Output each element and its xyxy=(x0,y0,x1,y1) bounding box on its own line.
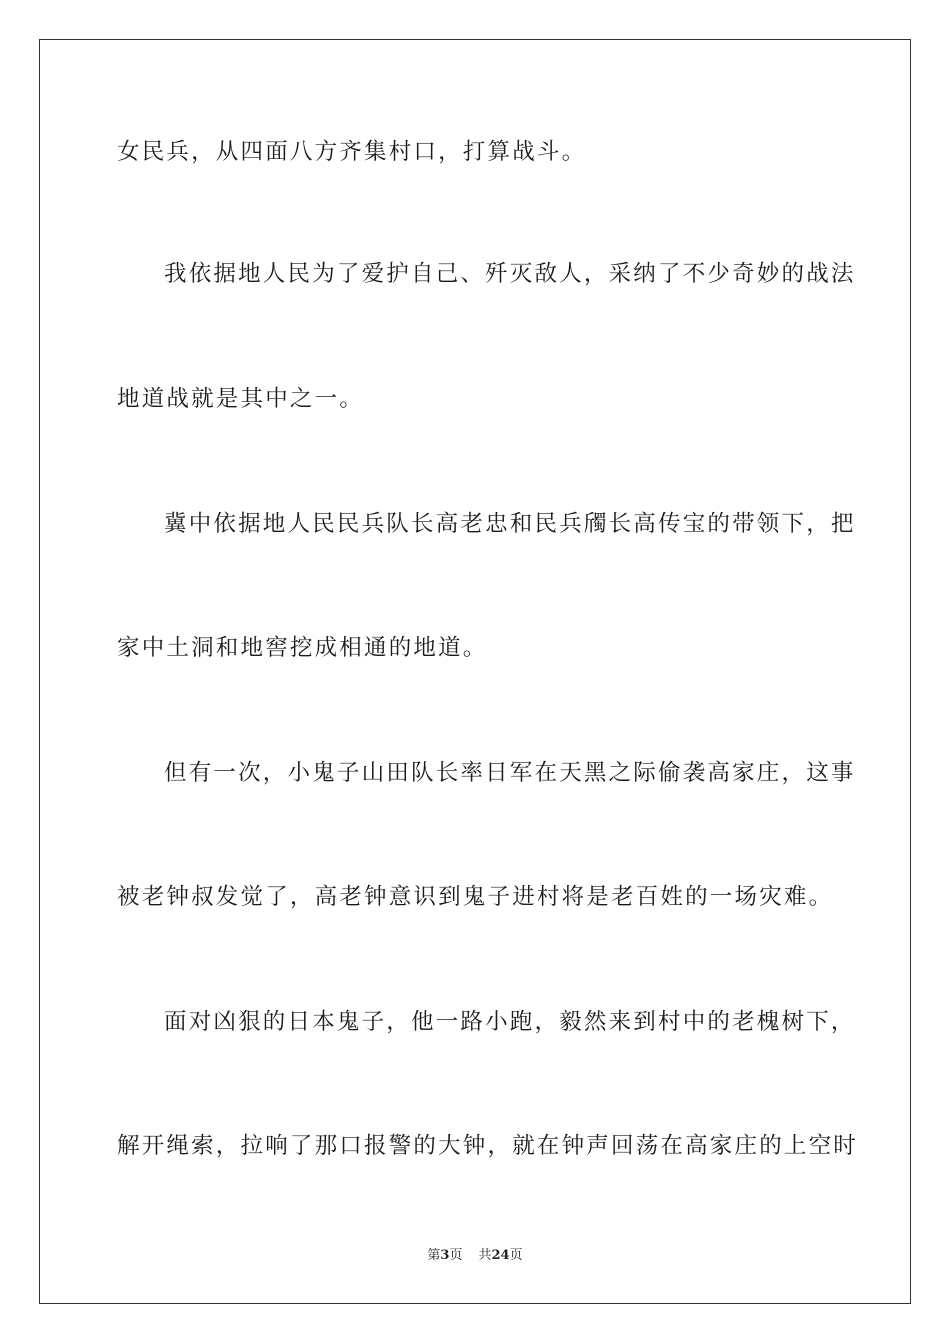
text-line-5: 家中土洞和地窖挖成相通的地道。 xyxy=(117,635,488,661)
text-line-7: 被老钟叔发觉了，高老钟意识到鬼子进村将是老百姓的一场灾难。 xyxy=(117,884,834,910)
text-line-3: 地道战就是其中之一。 xyxy=(117,386,365,412)
text-line-2: 我依据地人民为了爱护自己、歼灭敌人，采纳了不少奇妙的战法 xyxy=(164,261,856,287)
page-suffix: 页 xyxy=(449,1248,463,1263)
total-suffix: 页 xyxy=(509,1248,523,1263)
page-prefix: 第 xyxy=(427,1248,441,1263)
text-line-1: 女民兵，从四面八方齐集村口，打算战斗。 xyxy=(117,139,587,165)
total-prefix: 共 xyxy=(478,1248,492,1263)
text-line-6: 但有一次，小鬼子山田队长率日军在天黑之际偷袭高家庄，这事 xyxy=(164,760,856,786)
total-pages: 24 xyxy=(491,1248,510,1263)
text-line-9: 解开绳索，拉响了那口报警的大钟，就在钟声回荡在高家庄的上空时 xyxy=(117,1133,859,1159)
text-line-8: 面对凶狠的日本鬼子，他一路小跑，毅然来到村中的老槐树下， xyxy=(164,1009,856,1035)
page-border xyxy=(39,39,911,1304)
page-number: 3 xyxy=(440,1248,450,1263)
text-line-4: 冀中依据地人民民兵队长高老忠和民兵斶长高传宝的带领下，把 xyxy=(164,511,856,537)
page-footer xyxy=(0,1247,950,1265)
